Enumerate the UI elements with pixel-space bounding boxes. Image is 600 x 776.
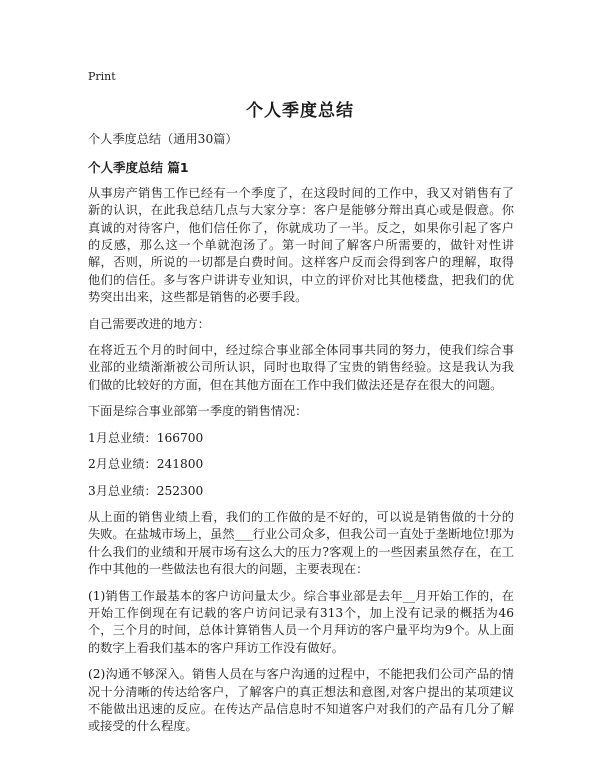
section-heading: 个人季度总结 篇1	[88, 160, 189, 176]
print-link[interactable]: Print	[88, 70, 116, 83]
paragraph-progress: 在将近五个月的时间中，经过综合事业部全体同事共同的努力，使我们综合事业部的业绩渐渐被公司所认识，同时也取得了宝贵的销售经验。这是我认为我们做的比较好的方面，但在其他方面在工作中我们做法还是存在很大的问题。	[88, 343, 514, 392]
sales-feb: 2月总业绩：241800	[88, 457, 204, 472]
paragraph-sales-intro: 下面是综合事业部第一季度的销售情况：	[88, 404, 308, 419]
paragraph-improve-heading: 自己需要改进的地方：	[88, 316, 210, 331]
page-title: 个人季度总结	[246, 101, 354, 121]
sales-jan: 1月总业绩：166700	[88, 430, 204, 445]
document-body	[88, 131, 514, 745]
paragraph-intro: 从事房产销售工作已经有一个季度了，在这段时间的工作中，我又对销售有了新的认识，在此我总结几点与大家分享：客户是能够分辩出真心或是假意。你真诚的对待客户，他们信任你了，你就成功了一半。反之，如果你引起了客户的反感，那么这一个单就泡汤了。第一时间了解客户所需要的，做针对性讲解，否则，所说的一切都是白费时间。这样客户反而会得到客户的理解，取得他们的信任。多与客户讲讲专业知识，中立的评价对比其他楼盘，把我们的优势突出出来，这些都是销售的必要手段。	[88, 185, 514, 305]
paragraph-analysis: 从上面的销售业绩上看，我们的工作做的是不好的，可以说是销售做的十分的失败。在盐城市场上，虽然___行业公司众多，但我公司一直处于垄断地位!那为什么我们的业绩和开展市场有这么大的压力?客观上的一些因素虽然存在，在工作中其他的一些做法也有很大的问题，主要表现在：	[88, 509, 514, 577]
document-subtitle: 个人季度总结（通用30篇）	[88, 132, 238, 146]
paragraph-issue-1: (1)销售工作最基本的客户访问量太少。综合事业部是去年__月开始工作的，在开始工作倒现在有记载的客户访问记录有313个，加上没有记录的概括为46个，三个月的时间，总体计算销售人员一个月拜访的客户量平均为9个。从上面的数字上看我们基本的客户拜访工作没有做好。	[88, 588, 514, 655]
sales-mar: 3月总业绩：252300	[88, 483, 204, 498]
paragraph-issue-2: (2)沟通不够深入。销售人员在与客户沟通的过程中，不能把我们公司产品的情况十分清晰的传达给客户，了解客户的真正想法和意图,对客户提出的某项建议不能做出迅速的反应。在传达产品信息时不知道客户对我们的产品有几分了解或接受的什么程度。	[88, 667, 514, 734]
